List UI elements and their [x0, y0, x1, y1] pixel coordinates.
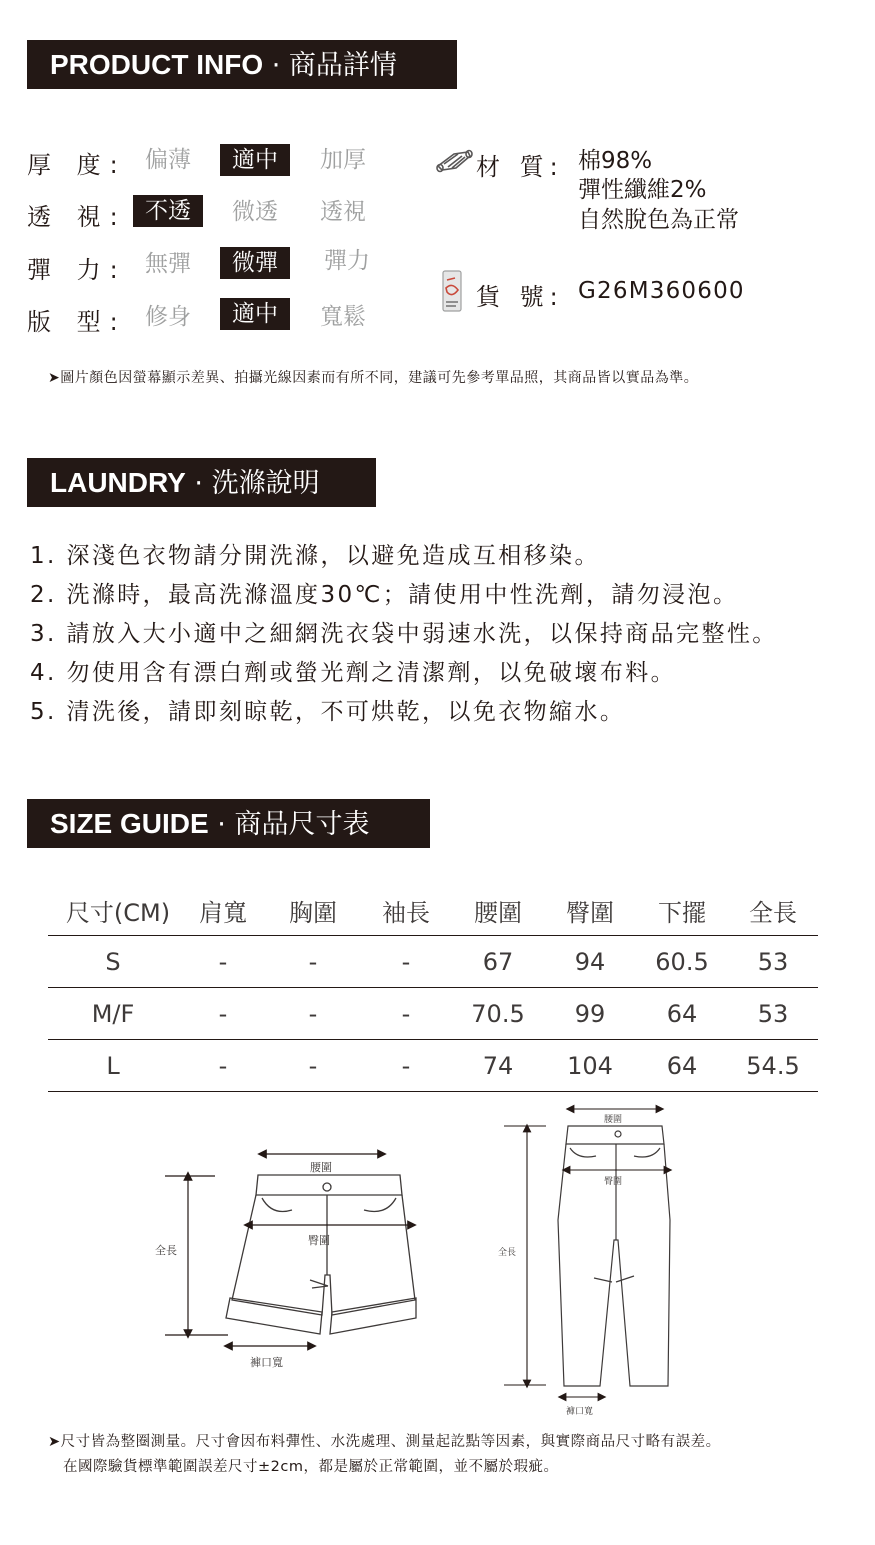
table-cell: 64 — [666, 1051, 698, 1080]
size-note-line-1: ➤尺寸皆為整圈測量。尺寸會因布料彈性、水洗處理、測量起訖點等因素，與實際商品尺寸略有誤差。 — [48, 1434, 721, 1450]
product-info-header-sep: · — [263, 50, 289, 81]
list-item: 1. 深淺色衣物請分開洗滌，以避免造成互相移染。 — [30, 543, 600, 569]
table-cell: 74 — [482, 1051, 514, 1080]
table-cell: - — [401, 999, 411, 1028]
table-cell: 64 — [666, 999, 698, 1028]
table-cell: 53 — [757, 947, 789, 976]
table-cell: 54.5 — [746, 1051, 800, 1080]
list-item: 3. 請放入大小適中之細網洗衣袋中弱速水洗，以保持商品完整性。 — [30, 621, 778, 647]
table-cell: L — [106, 1051, 120, 1080]
attribute-option: 無彈 — [145, 251, 191, 277]
list-item: 5. 清洗後，請即刻晾乾，不可烘乾，以免衣物縮水。 — [30, 699, 626, 725]
attribute-option: 修身 — [145, 304, 191, 330]
diagram-hip-label: 臀圍 — [308, 1234, 330, 1247]
trousers-measurement-diagram — [492, 1100, 692, 1420]
column-header: 下擺 — [658, 899, 706, 927]
table-cell: - — [218, 1051, 228, 1080]
column-header: 肩寬 — [199, 899, 247, 927]
table-cell: 70.5 — [471, 999, 525, 1028]
size-guide-header-zh: 商品尺寸表 — [234, 809, 370, 840]
attribute-label: 厚 度: — [27, 151, 127, 179]
diagram-waist-label: 腰圍 — [604, 1115, 623, 1125]
diagram-hip-label: 臀圍 — [604, 1177, 623, 1187]
table-cell: 104 — [567, 1051, 613, 1080]
column-header: 腰圍 — [474, 899, 522, 927]
laundry-header-en: LAUNDRY — [50, 467, 186, 498]
thread-spool-icon — [434, 148, 474, 174]
attribute-label: 版 型: — [27, 308, 127, 336]
column-header: 尺寸(CM) — [65, 899, 171, 927]
attribute-label: 透 視: — [27, 203, 127, 231]
table-cell: 99 — [574, 999, 606, 1028]
table-row — [48, 988, 818, 1040]
laundry-header-zh: 洗滌說明 — [211, 468, 320, 499]
column-header: 臀圍 — [566, 899, 614, 927]
material-line: 自然脫色為正常 — [578, 207, 739, 233]
diagram-hem-label: 褲口寬 — [566, 1407, 594, 1417]
product-info-header-zh: 商品詳情 — [288, 50, 397, 81]
table-cell: - — [218, 947, 228, 976]
attribute-option-selected: 適中 — [220, 298, 290, 330]
tag-icon — [440, 268, 466, 314]
column-header: 全長 — [749, 899, 797, 927]
size-note-line-2: 在國際驗貨標準範圍誤差尺寸±2cm，都是屬於正常範圍，並不屬於瑕疵。 — [63, 1459, 559, 1475]
attribute-option-selected: 微彈 — [220, 247, 290, 279]
table-cell: M/F — [91, 999, 135, 1028]
table-cell: - — [308, 947, 318, 976]
shorts-measurement-diagram — [150, 1140, 430, 1380]
diagram-hem-label: 褲口寬 — [250, 1356, 283, 1369]
laundry-header-sep: · — [185, 468, 212, 499]
size-guide-header — [27, 799, 430, 848]
diagram-length-label: 全長 — [498, 1248, 517, 1258]
column-header: 袖長 — [382, 899, 430, 927]
attribute-option: 加厚 — [320, 147, 366, 173]
material-line: 棉98% — [578, 148, 653, 174]
attribute-option: 微透 — [232, 199, 278, 225]
attribute-option: 寬鬆 — [320, 304, 366, 330]
material-line: 彈性纖維2% — [578, 177, 707, 203]
item-number-label: 貨 號: — [476, 283, 564, 311]
list-item: 2. 洗滌時，最高洗滌溫度30℃；請使用中性洗劑，請勿浸泡。 — [30, 582, 739, 608]
table-header-row — [48, 886, 818, 936]
attribute-option: 彈力 — [324, 248, 370, 274]
attribute-option: 透視 — [320, 199, 366, 225]
attribute-option: 偏薄 — [145, 147, 191, 173]
size-guide-header-en: SIZE GUIDE — [50, 808, 209, 839]
laundry-instructions — [30, 537, 778, 732]
diagram-length-label: 全長 — [155, 1244, 177, 1257]
table-cell: 60.5 — [655, 947, 709, 976]
size-table — [48, 886, 818, 1092]
table-cell: - — [218, 999, 228, 1028]
attribute-label: 彈 力: — [27, 256, 127, 284]
color-disclaimer: ➤圖片顏色因螢幕顯示差異、拍攝光線因素而有所不同，建議可先參考單品照，其商品皆以實品為準。 — [48, 370, 699, 386]
attribute-option-selected: 適中 — [220, 144, 290, 176]
diagram-waist-label: 腰圍 — [310, 1161, 332, 1174]
table-cell: - — [308, 999, 318, 1028]
table-row — [48, 936, 818, 988]
table-cell: 94 — [574, 947, 606, 976]
list-item: 4. 勿使用含有漂白劑或螢光劑之清潔劑，以免破壞布料。 — [30, 660, 677, 686]
table-cell: 53 — [757, 999, 789, 1028]
table-cell: - — [401, 1051, 411, 1080]
column-header: 胸圍 — [289, 899, 337, 927]
product-info-header — [27, 40, 457, 89]
table-cell: 67 — [482, 947, 514, 976]
item-number-value: G26M360600 — [578, 278, 745, 304]
table-cell: - — [401, 947, 411, 976]
laundry-header — [27, 458, 376, 507]
table-row — [48, 1040, 818, 1092]
table-cell: - — [308, 1051, 318, 1080]
size-guide-header-sep: · — [208, 809, 235, 840]
material-label: 材 質: — [476, 153, 564, 181]
table-cell: S — [105, 947, 121, 976]
product-info-header-en: PRODUCT INFO — [50, 49, 264, 80]
attribute-option-selected: 不透 — [133, 195, 203, 227]
